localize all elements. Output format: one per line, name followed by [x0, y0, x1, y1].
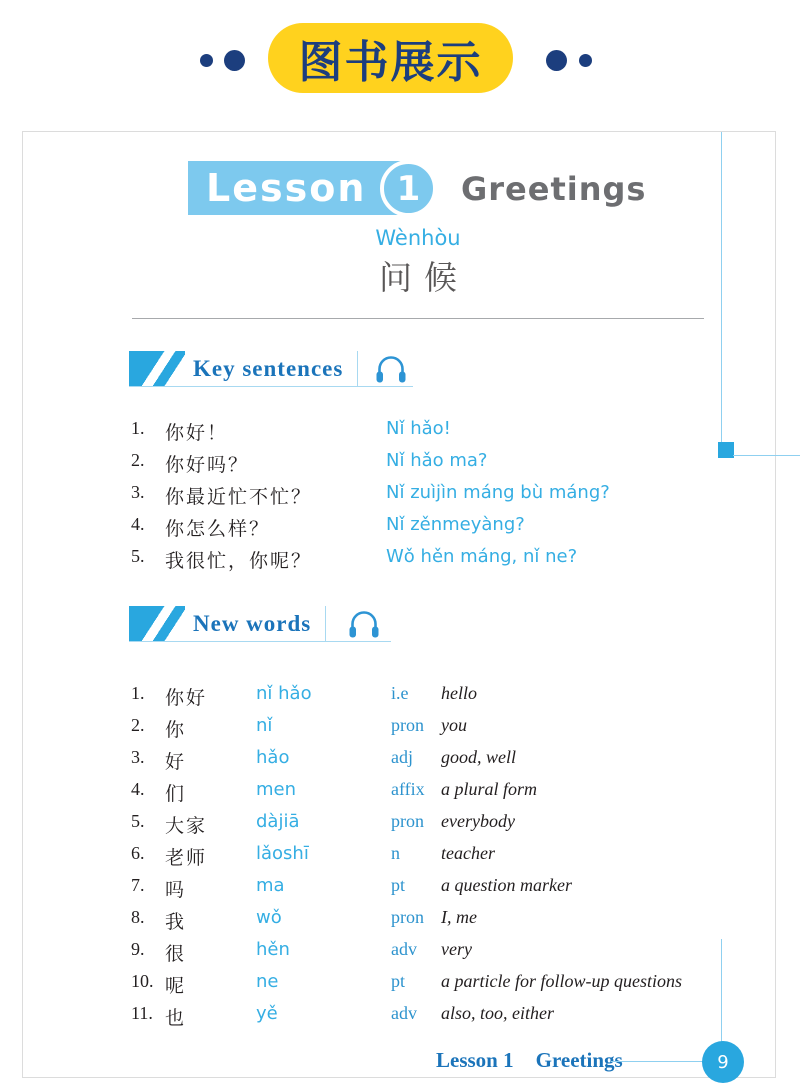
- book-page: [22, 131, 776, 1078]
- word-row: [23, 907, 777, 931]
- sentence-pinyin: Nǐ hǎo ma?: [386, 450, 488, 471]
- lesson-title-pinyin: Wènhòu: [375, 226, 461, 250]
- headphone-icon: [375, 354, 407, 386]
- sentence-chinese: 你好！: [165, 423, 229, 444]
- word-meaning: a question marker: [441, 875, 572, 895]
- word-pos: pron: [391, 715, 424, 735]
- word-pinyin: ma: [256, 875, 285, 896]
- decorative-horizontal-line: [733, 455, 800, 456]
- sentence-pinyin: Nǐ zuìjìn máng bù máng?: [386, 482, 610, 503]
- word-pinyin: lǎoshī: [256, 843, 309, 864]
- word-meaning: a plural form: [441, 779, 538, 799]
- footer-rule-line: [611, 1061, 703, 1062]
- lesson-title-english: Greetings: [461, 170, 647, 208]
- footer-running-title: [436, 1048, 623, 1073]
- sentence-number: 1.: [131, 418, 145, 438]
- word-chinese: 我: [165, 912, 187, 933]
- word-number: 10.: [131, 971, 154, 991]
- new-words-header: [129, 606, 409, 642]
- header-divider: [132, 318, 704, 319]
- word-pinyin: hěn: [256, 939, 290, 960]
- word-row: [23, 747, 777, 771]
- word-chinese: 们: [165, 784, 187, 805]
- word-chinese: 你好: [165, 688, 208, 709]
- sentence-number: 2.: [131, 450, 145, 470]
- sentence-chinese: 我很忙，你呢？: [165, 551, 313, 572]
- page-header: [0, 0, 800, 120]
- word-row: [23, 971, 777, 995]
- word-pinyin: nǐ: [256, 715, 273, 736]
- word-meaning: also, too, either: [441, 1003, 554, 1023]
- title-badge: [268, 23, 513, 93]
- lesson-banner: [188, 161, 411, 215]
- word-pos: affix: [391, 779, 425, 799]
- lesson-title-chinese: 问候: [379, 261, 469, 297]
- sentence-row: [23, 546, 777, 570]
- diagonal-stripes-icon: [129, 606, 185, 641]
- diagonal-stripes-icon: [129, 351, 185, 386]
- word-row: [23, 1003, 777, 1027]
- lesson-banner-label: Lesson: [206, 166, 367, 210]
- word-chinese: 老师: [165, 848, 208, 869]
- new-words-title: New words: [193, 611, 312, 636]
- sentence-chinese: 你怎么样？: [165, 519, 271, 540]
- decorative-dot: [224, 50, 245, 71]
- word-pinyin: dàjiā: [256, 811, 300, 832]
- word-pos: pron: [391, 811, 424, 831]
- decorative-dot: [200, 54, 213, 67]
- word-row: [23, 811, 777, 835]
- word-row: [23, 939, 777, 963]
- new-words-title-box: [185, 606, 326, 642]
- word-row: [23, 843, 777, 867]
- word-pos: i.e: [391, 683, 409, 703]
- word-pos: pron: [391, 907, 424, 927]
- word-number: 11.: [131, 1003, 153, 1023]
- word-row: [23, 779, 777, 803]
- word-number: 6.: [131, 843, 145, 863]
- word-pos: n: [391, 843, 400, 863]
- word-number: 2.: [131, 715, 145, 735]
- word-meaning: everybody: [441, 811, 515, 831]
- sentence-row: [23, 418, 777, 442]
- word-pos: adj: [391, 747, 413, 767]
- word-pos: adv: [391, 1003, 417, 1023]
- word-chinese: 很: [165, 944, 187, 965]
- word-chinese: 好: [165, 752, 187, 773]
- word-chinese: 你: [165, 720, 187, 741]
- title-badge-label: 图书展示: [298, 38, 483, 87]
- word-pinyin: men: [256, 779, 297, 800]
- word-row: [23, 715, 777, 739]
- word-chinese: 吗: [165, 880, 187, 901]
- decorative-vertical-line: [721, 132, 722, 450]
- sentence-row: [23, 450, 777, 474]
- key-sentences-header: [129, 351, 429, 387]
- word-number: 8.: [131, 907, 145, 927]
- sentence-number: 3.: [131, 482, 145, 502]
- lesson-number: 1: [396, 168, 421, 209]
- word-meaning: hello: [441, 683, 477, 703]
- sentence-row: [23, 514, 777, 538]
- word-meaning: I, me: [441, 907, 477, 927]
- decorative-dot: [546, 50, 567, 71]
- word-number: 9.: [131, 939, 145, 959]
- word-chinese: 大家: [165, 816, 208, 837]
- lesson-number-circle: [380, 160, 437, 217]
- word-number: 7.: [131, 875, 145, 895]
- word-chinese: 也: [165, 1008, 187, 1029]
- word-meaning: you: [441, 715, 467, 735]
- word-row: [23, 683, 777, 707]
- word-number: 4.: [131, 779, 145, 799]
- page-number: 9: [717, 1051, 729, 1073]
- word-chinese: 呢: [165, 976, 187, 997]
- sentence-number: 5.: [131, 546, 145, 566]
- section-underline: [129, 641, 391, 642]
- word-pos: adv: [391, 939, 417, 959]
- word-number: 5.: [131, 811, 145, 831]
- word-pinyin: ne: [256, 971, 279, 992]
- footer-lesson-label: Lesson 1: [436, 1048, 514, 1072]
- word-meaning: a particle for follow-up questions: [441, 971, 682, 991]
- word-pinyin: yě: [256, 1003, 278, 1024]
- word-meaning: teacher: [441, 843, 495, 863]
- lesson-title-chinese-block: [132, 226, 704, 299]
- sentence-row: [23, 482, 777, 506]
- word-meaning: very: [441, 939, 472, 959]
- word-pinyin: nǐ hǎo: [256, 683, 312, 704]
- sentence-pinyin: Nǐ zěnmeyàng?: [386, 514, 525, 535]
- word-pos: pt: [391, 971, 406, 991]
- footer-vertical-line: [721, 939, 722, 1042]
- word-number: 3.: [131, 747, 145, 767]
- word-row: [23, 875, 777, 899]
- page-number-circle: [702, 1041, 744, 1083]
- word-pinyin: wǒ: [256, 907, 282, 928]
- decorative-square: [718, 442, 734, 458]
- key-sentences-title-box: [185, 351, 358, 387]
- decorative-dot: [579, 54, 592, 67]
- sentence-number: 4.: [131, 514, 145, 534]
- sentence-chinese: 你好吗？: [165, 455, 250, 476]
- word-pinyin: hǎo: [256, 747, 290, 768]
- sentence-chinese: 你最近忙不忙？: [165, 487, 313, 508]
- headphone-icon: [348, 609, 380, 641]
- word-meaning: good, well: [441, 747, 516, 767]
- sentence-pinyin: Nǐ hǎo!: [386, 418, 451, 439]
- sentence-pinyin: Wǒ hěn máng, nǐ ne?: [386, 546, 578, 567]
- key-sentences-title: Key sentences: [193, 356, 344, 381]
- word-pos: pt: [391, 875, 406, 895]
- footer-lesson-title: Greetings: [535, 1048, 623, 1072]
- section-underline: [129, 386, 413, 387]
- word-number: 1.: [131, 683, 145, 703]
